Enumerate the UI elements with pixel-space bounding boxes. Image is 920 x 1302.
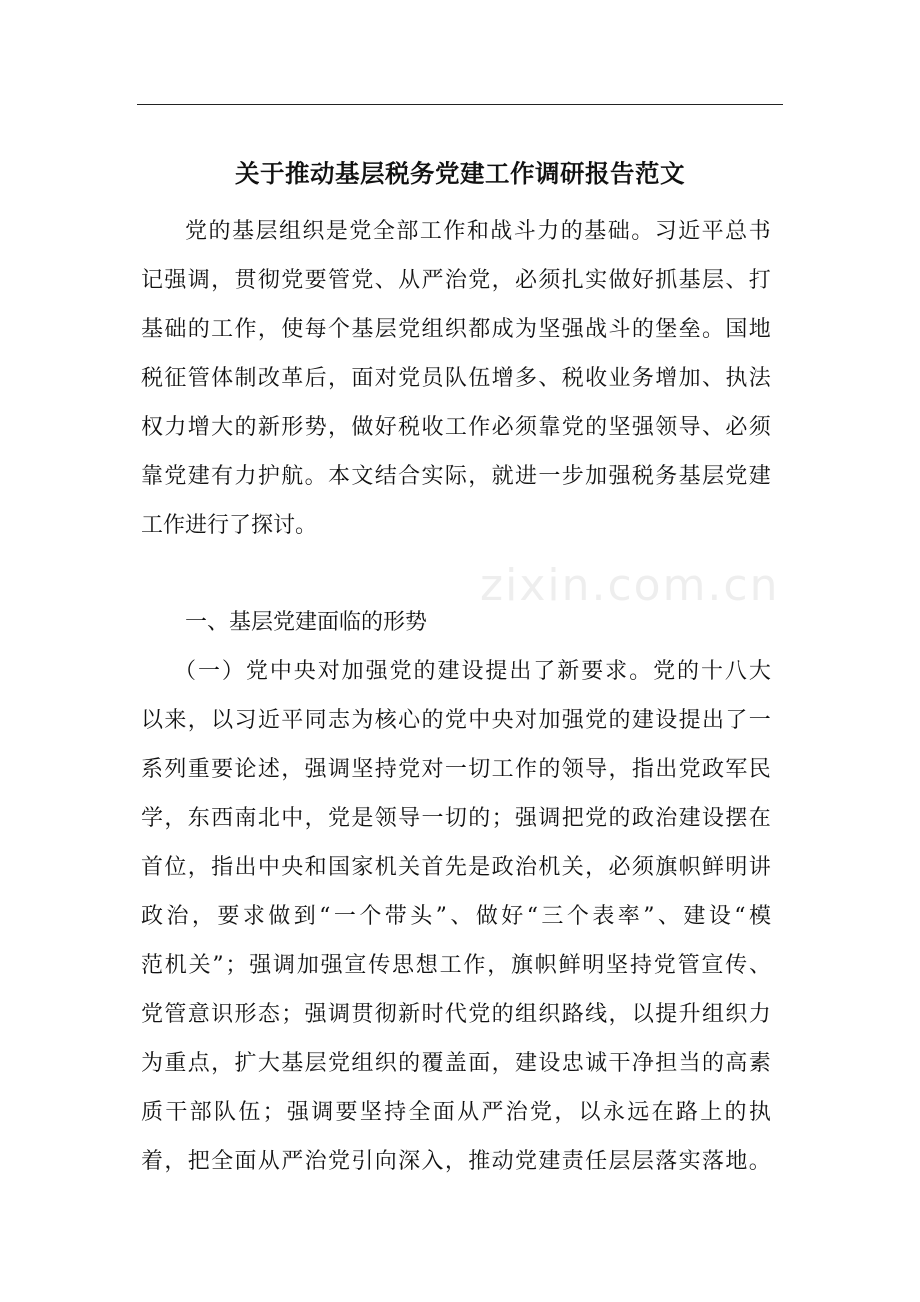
text-line: 工作进行了探讨。 <box>141 513 318 538</box>
document-title: 关于推动基层税务党建工作调研报告范文 <box>235 159 685 188</box>
paragraph <box>141 207 771 550</box>
text-line: 权 力 增 大 的 新 形 势 ， 做 好 税 收 工 作 必 须 靠 党 的 坚 强 领 导 、 必 须 <box>141 415 771 440</box>
text-line: 政 治 ， 要 求 做 到 “ 一 个 带 头 ” 、 做 好 “ 三 个 表 率 ” 、 建 设 “ 模 <box>141 904 771 929</box>
header-rule <box>137 104 783 105</box>
section-heading <box>141 598 771 647</box>
text-line: 党 的 基 层 组 织 是 党 全 部 工 作 和 战 斗 力 的 基 础 。 习 近 平 总 书 <box>185 219 771 244</box>
text-line: 记 强 调 ， 贯 彻 党 要 管 党 、 从 严 治 党 ， 必 须 扎 实 做 好 抓 基 层 、 打 <box>141 268 771 293</box>
document-body <box>141 207 771 1186</box>
text-line: （ 一 ） 党 中 央 对 加 强 党 的 建 设 提 出 了 新 要 求 。 党 的 十 八 大 <box>174 659 771 684</box>
paragraph <box>141 647 771 1186</box>
text-line: 系 列 重 要 论 述 ， 强 调 坚 持 党 对 一 切 工 作 的 领 导 ， 指 出 党 政 军 民 <box>141 757 771 782</box>
text-line: 党 管 意 识 形 态 ； 强 调 贯 彻 新 时 代 党 的 组 织 路 线 ， 以 提 升 组 织 力 <box>141 1002 771 1027</box>
text-line: 质 干 部 队 伍 ； 强 调 要 坚 持 全 面 从 严 治 党 ， 以 永 远 在 路 上 的 执 <box>141 1100 771 1125</box>
text-line: 为 重 点 ， 扩 大 基 层 党 组 织 的 覆 盖 面 ， 建 设 忠 诚 干 净 担 当 的 高 素 <box>141 1051 771 1076</box>
paragraph-gap <box>141 550 771 598</box>
text-line: 税 征 管 体 制 改 革 后 ， 面 对 党 员 队 伍 增 多 、 税 收 业 务 增 加 、 执 法 <box>141 366 771 391</box>
text-line: 范 机 关 ” ； 强 调 加 强 宣 传 思 想 工 作 ， 旗 帜 鲜 明 坚 持 党 管 宣 传 、 <box>141 953 771 978</box>
text-line: 首 位 ， 指 出 中 央 和 国 家 机 关 首 先 是 政 治 机 关 ， 必 须 旗 帜 鲜 明 讲 <box>141 855 771 880</box>
text-line: 靠 党 建 有 力 护 航 。 本 文 结 合 实 际 ， 就 进 一 步 加 强 税 务 基 层 党 建 <box>141 464 771 489</box>
text-line: 一、基层党建面临的形势 <box>185 610 428 635</box>
text-line: 以 来 ， 以 习 近 平 同 志 为 核 心 的 党 中 央 对 加 强 党 的 建 设 提 出 了 一 <box>141 708 771 733</box>
text-line: 基 础 的 工 作 ， 使 每 个 基 层 党 组 织 都 成 为 坚 强 战 斗 的 堡 垒 。 国 地 <box>141 317 771 342</box>
watermark: zixin.com.cn <box>480 560 780 611</box>
text-line: 着 ， 把 全 面 从 严 治 党 引 向 深 入 ， 推 动 党 建 责 任 层 层 落 实 落 地 。 <box>141 1149 771 1174</box>
text-line: 学 ， 东 西 南 北 中 ， 党 是 领 导 一 切 的 ； 强 调 把 党 的 政 治 建 设 摆 在 <box>141 806 771 831</box>
